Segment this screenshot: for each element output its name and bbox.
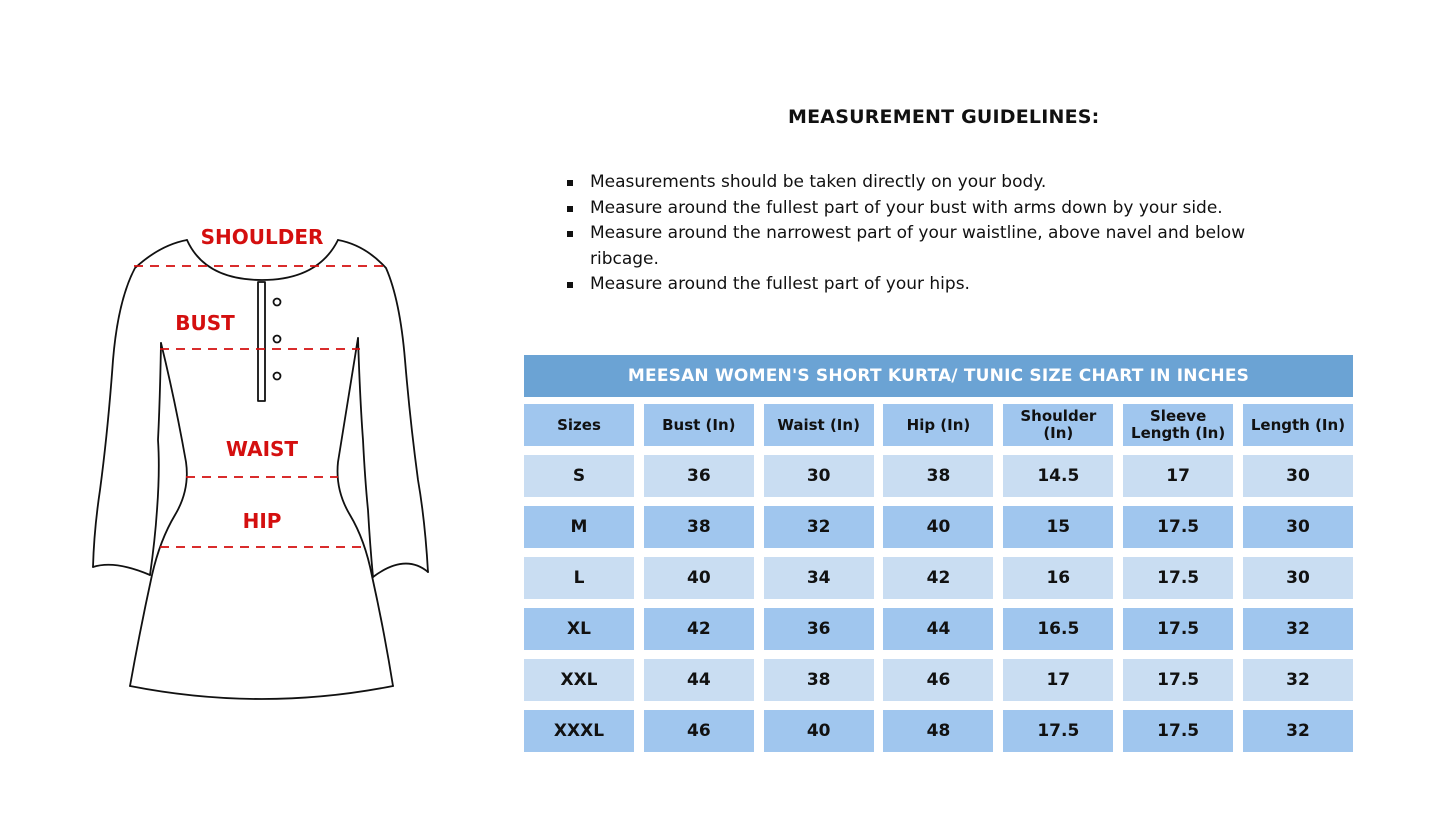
button — [274, 299, 281, 306]
size-cell: M — [524, 506, 634, 548]
bust-cell: 40 — [644, 557, 754, 599]
table-row — [524, 710, 1353, 752]
sleeve-length-cell: 17.5 — [1123, 710, 1233, 752]
right-sleeve-inner — [358, 338, 373, 577]
waist-cell: 40 — [764, 710, 874, 752]
column-header: Waist (In) — [764, 404, 874, 446]
column-header: Sleeve Length (In) — [1123, 404, 1233, 446]
hem — [130, 686, 393, 699]
sleeve-length-cell: 17.5 — [1123, 557, 1233, 599]
hip-cell: 38 — [883, 455, 993, 497]
sleeve-length-cell: 17.5 — [1123, 506, 1233, 548]
waist-cell: 34 — [764, 557, 874, 599]
length-cell: 30 — [1243, 506, 1353, 548]
button — [274, 373, 281, 380]
shoulder-cell: 17 — [1003, 659, 1113, 701]
waist-cell: 30 — [764, 455, 874, 497]
shoulder-cell: 15 — [1003, 506, 1113, 548]
button — [274, 336, 281, 343]
bust-cell: 36 — [644, 455, 754, 497]
guideline-item: Measure around the fullest part of your bust with arms down by your side. — [590, 196, 1310, 222]
size-chart — [524, 355, 1353, 752]
size-cell: XXL — [524, 659, 634, 701]
shoulder-label: SHOULDER — [200, 225, 324, 249]
sleeve-length-cell: 17.5 — [1123, 659, 1233, 701]
table-row — [524, 455, 1353, 497]
waist-cell: 36 — [764, 608, 874, 650]
length-cell: 30 — [1243, 557, 1353, 599]
length-cell: 32 — [1243, 710, 1353, 752]
size-chart-table — [524, 404, 1353, 752]
right-body-side — [338, 338, 394, 686]
size-cell: XXXL — [524, 710, 634, 752]
hip-cell: 48 — [883, 710, 993, 752]
column-header: Bust (In) — [644, 404, 754, 446]
hip-cell: 44 — [883, 608, 993, 650]
guideline-item: Measure around the fullest part of your hips. — [590, 272, 1310, 298]
table-row — [524, 608, 1353, 650]
column-header: Hip (In) — [883, 404, 993, 446]
table-header-row — [524, 404, 1353, 446]
hip-label: HIP — [242, 509, 282, 533]
column-header: Length (In) — [1243, 404, 1353, 446]
length-cell: 32 — [1243, 608, 1353, 650]
bust-cell: 44 — [644, 659, 754, 701]
size-chart-title: MEESAN WOMEN'S SHORT KURTA/ TUNIC SIZE CHART IN INCHES — [524, 355, 1353, 397]
shoulder-cell: 17.5 — [1003, 710, 1113, 752]
guideline-item: Measurements should be taken directly on your body. — [590, 170, 1310, 196]
sleeve-length-cell: 17 — [1123, 455, 1233, 497]
waist-label: WAIST — [225, 437, 299, 461]
waist-cell: 38 — [764, 659, 874, 701]
guidelines-list — [560, 170, 1310, 298]
right-sleeve-outer — [338, 240, 428, 572]
size-cell: XL — [524, 608, 634, 650]
sleeve-length-cell: 17.5 — [1123, 608, 1233, 650]
left-sleeve-inner — [150, 343, 161, 575]
bust-cell: 46 — [644, 710, 754, 752]
column-header: Shoulder (In) — [1003, 404, 1113, 446]
length-cell: 32 — [1243, 659, 1353, 701]
size-cell: L — [524, 557, 634, 599]
left-sleeve-cuff — [93, 565, 150, 575]
shoulder-cell: 16 — [1003, 557, 1113, 599]
length-cell: 30 — [1243, 455, 1353, 497]
size-cell: S — [524, 455, 634, 497]
hip-cell: 40 — [883, 506, 993, 548]
bust-cell: 42 — [644, 608, 754, 650]
table-row — [524, 506, 1353, 548]
bust-label: BUST — [175, 311, 235, 335]
guideline-item: Measure around the narrowest part of your waistline, above navel and below ribcage. — [590, 221, 1310, 272]
shoulder-cell: 16.5 — [1003, 608, 1113, 650]
hip-cell: 42 — [883, 557, 993, 599]
waist-cell: 32 — [764, 506, 874, 548]
column-header: Sizes — [524, 404, 634, 446]
shoulder-cell: 14.5 — [1003, 455, 1113, 497]
table-row — [524, 659, 1353, 701]
table-row — [524, 557, 1353, 599]
hip-cell: 46 — [883, 659, 993, 701]
bust-cell: 38 — [644, 506, 754, 548]
right-sleeve-cuff — [373, 564, 428, 577]
placket — [258, 282, 265, 401]
guidelines-title: MEASUREMENT GUIDELINES: — [788, 106, 1100, 128]
left-body-side — [130, 343, 187, 686]
kurta-illustration — [80, 220, 450, 710]
